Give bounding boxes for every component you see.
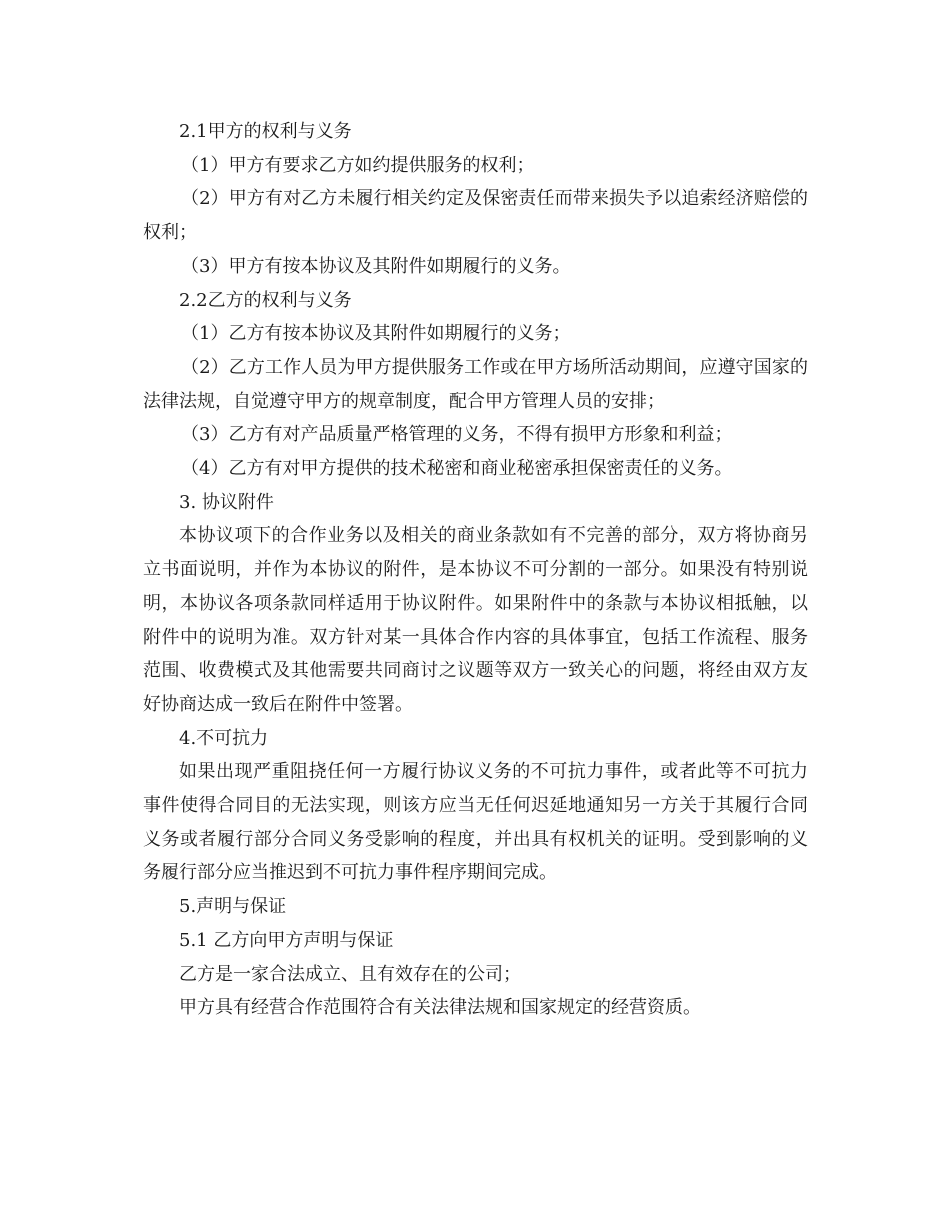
section-4-body: 如果出现严重阻挠任何一方履行协议义务的不可抗力事件，或者此等不可抗力事件使得合同目的无法实现，则该方应当无任何迟延地通知另一方关于其履行合同义务或者履行部分合同义务受影响的程度，并出具有权机关的证明。受到影响的义务履行部分应当推迟到不可抗力事件程序期间完成。 bbox=[143, 761, 808, 884]
document-body bbox=[143, 115, 808, 1025]
section-heading-2-1: 2.1甲方的权利与义务 bbox=[179, 121, 352, 142]
section-heading-5: 5.声明与保证 bbox=[179, 896, 287, 918]
clause-2-1-1: （1）甲方有要求乙方如约提供服务的权利； bbox=[181, 154, 535, 176]
section-5-1-item-1: 乙方是一家合法成立、且有效存在的公司； bbox=[179, 963, 521, 985]
section-heading-4: 4.不可抗力 bbox=[179, 727, 269, 749]
section-3-body: 本协议项下的合作业务以及相关的商业条款如有不完善的部分，双方将协商另立书面说明，并作为本协议的附件，是本协议不可分割的一部分。如果没有特别说明，本协议各项条款同样适用于协议附件。如果附件中的条款与本协议相抵触，以附件中的说明为准。双方针对某一具体合作内容的具体事宜，包括工作流程、服务范围、收费模式及其他需要共同商讨之议题等双方一致关心的问题，将经由双方友好协商达成一致后在附件中签署。 bbox=[143, 525, 808, 715]
clause-2-1-2: （2）甲方有对乙方未履行相关约定及保密责任而带来损失予以追索经济赔偿的权利； bbox=[143, 188, 808, 244]
section-heading-3: 3. 协议附件 bbox=[179, 491, 274, 513]
clause-2-2-3: （3）乙方有对产品质量严格管理的义务，不得有损甲方形象和利益； bbox=[181, 424, 733, 446]
clause-2-2-4: （4）乙方有对甲方提供的技术秘密和商业秘密承担保密责任的义务。 bbox=[181, 458, 733, 480]
section-heading-2-2: 2.2乙方的权利与义务 bbox=[179, 289, 352, 311]
section-5-1-item-2: 甲方具有经营合作范围符合有关法律法规和国家规定的经营资质。 bbox=[179, 997, 701, 1019]
clause-2-1-3: （3）甲方有按本协议及其附件如期履行的义务。 bbox=[181, 255, 571, 277]
clause-2-2-1: （1）乙方有按本协议及其附件如期履行的义务； bbox=[181, 323, 571, 345]
clause-2-2-2: （2）乙方工作人员为甲方提供服务工作或在甲方场所活动期间，应遵守国家的法律法规，自觉遵守甲方的规章制度，配合甲方管理人员的安排； bbox=[143, 356, 808, 412]
section-heading-5-1: 5.1 乙方向甲方声明与保证 bbox=[179, 929, 394, 951]
